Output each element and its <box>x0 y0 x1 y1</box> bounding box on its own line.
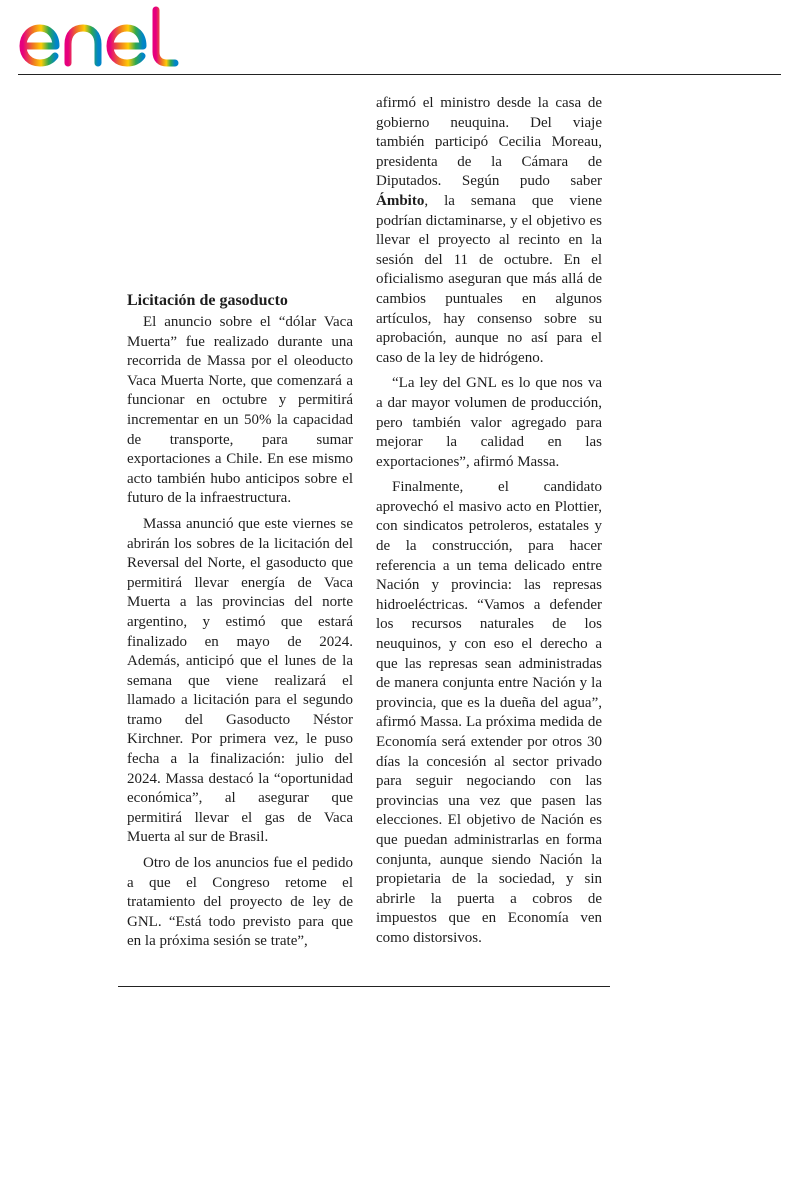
paragraph-text: afirmó el ministro desde la casa de gobierno neuquina. Del viaje también participó Cecilia Moreau, presidenta de la Cámara de Diputados. Según pudo saber <box>376 95 602 190</box>
paragraph: Massa anunció que este viernes se abrirán los sobres de la licitación del Reversal del Norte, el gasoducto que permitirá llevar energía de Vaca Muerta a las provincias del norte argentino, y estimó que estará finalizado en mayo de 2024. Además, anticipó que el lunes de la semana que viene realizará el llamado a licitación para el segundo tramo del Gasoducto Néstor Kirchner. Por primera vez, le puso fecha a la finalización: julio del 2024. Massa destacó la “oportunidad económica”, al asegurar que permitirá llevar el gas de Vaca Muerta al sur de Brasil. <box>127 515 353 846</box>
bottom-rule <box>118 986 610 987</box>
paragraph-text: , la semana que viene podrían dictaminarse, y el objetivo es llevar el proyecto al recinto en la sesión del 11 de octubre. En el oficialismo aseguran que más allá de cambios puntuales en algunos artículos, hay consenso sobre su aprobación, aunque no así para el caso de la ley de hidrógeno. <box>376 192 602 366</box>
enel-logo <box>18 6 183 68</box>
article-right-column <box>376 94 602 949</box>
paragraph <box>376 94 602 368</box>
article-left-column <box>127 291 353 952</box>
paragraph: El anuncio sobre el “dólar Vaca Muerta” fue realizado durante una recorrida de Massa por el oleoducto Vaca Muerta Norte, que comenzará a funcionar en octubre y permitirá incrementar en un 50% la capacidad de transporte, para sumar exportaciones a Chile. En ese mismo acto también hubo anticipos sobre el futuro de la infraestructura. <box>127 314 353 507</box>
paragraph: Finalmente, el candidato aprovechó el masivo acto en Plottier, con sindicatos petroleros, estatales y de la construcción, para hacer referencia a un tema delicado entre Nación y provincia: las represas hidroeléctricas. “Vamos a defender los recursos naturales de los neuquinos, y con eso el derecho a que las represas sean administradas de manera conjunta entre Nación y la provincia, que es la dueña del agua”, afirmó Massa. La próxima medida de Economía será extender por otros 30 días la concesión al sector privado para seguir negociando con las provincias una vez que pasen las elecciones. El objetivo de Nación es que puedan administrarlas en forma conjunta, aunque siendo Nación la propietaria de la sociedad, y sin abrirle la puerta a cobros de impuestos que en Economía ven como distorsivos. <box>376 479 602 946</box>
paragraph: “La ley del GNL es lo que nos va a dar mayor volumen de producción, pero también valor agregado para mejorar la calidad en las exportaciones”, afirmó Massa. <box>376 375 602 470</box>
section-subheading: Licitación de gasoducto <box>127 292 288 309</box>
header-rule <box>18 74 781 75</box>
publication-name: Ámbito <box>376 192 425 209</box>
paragraph: Otro de los anuncios fue el pedido a que el Congreso retome el tratamiento del proyecto de ley de GNL. “Está todo previsto para que en la próxima sesión se trate”, <box>127 855 353 950</box>
